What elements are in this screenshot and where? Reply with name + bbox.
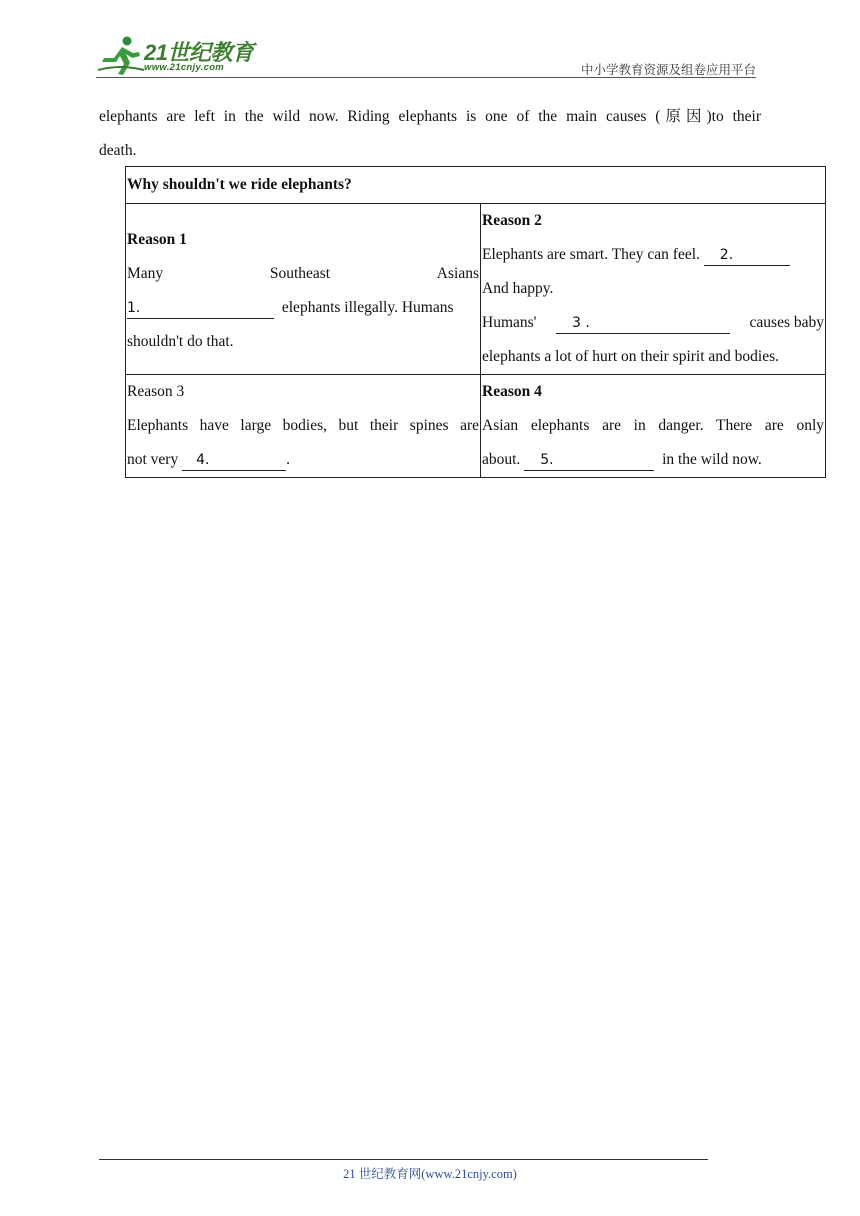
reason4-title: Reason 4 [482, 383, 542, 400]
reason1-text: elephants illegally. Humans [281, 299, 454, 316]
footer-divider [99, 1159, 708, 1160]
blank-5[interactable] [524, 450, 654, 471]
table-row [126, 375, 826, 478]
reason1-word: Many [127, 265, 164, 282]
reason2-text: causes baby [749, 314, 824, 331]
reason4-line1: Asian elephants are in danger. There are only [482, 417, 824, 434]
question-cell: Why shouldn't we ride elephants? [126, 167, 826, 204]
reason1-word: Southeast [269, 265, 331, 282]
reason2-text: Humans' [482, 314, 537, 331]
paragraph-line-2: death. [99, 142, 137, 159]
reason3-line2 [127, 443, 479, 477]
reason4-text: in the wild now. [662, 451, 762, 468]
reason2-text: Elephants are smart. They can feel. [482, 246, 700, 263]
reason1-title: Reason 1 [127, 231, 187, 248]
header-divider [96, 77, 756, 78]
blank-1-number: 1. [127, 300, 141, 316]
blank-2-number: 2. [719, 247, 734, 263]
blank-3-number: 3 . [572, 315, 590, 331]
table-row [126, 167, 826, 204]
reason2-line4: elephants a lot of hurt on their spirit and bodies. [482, 348, 780, 365]
blank-4[interactable] [182, 450, 286, 471]
reason2-cell [481, 204, 826, 375]
page-header [96, 30, 756, 78]
reason2-line3 [482, 306, 824, 340]
reason4-line2 [482, 443, 824, 477]
reason4-cell [481, 375, 826, 478]
blank-4-number: 4. [196, 452, 210, 468]
reason2-line2: And happy. [482, 280, 554, 297]
reason3-text: not very [127, 451, 179, 468]
reason4-text: about. [482, 451, 521, 468]
reason3-title: Reason 3 [127, 383, 185, 400]
reason1-word: Asians [436, 265, 479, 282]
logo-text: 21世纪教育 [144, 40, 254, 65]
logo-url: www.21cnjy.com [144, 62, 225, 73]
reason2-line1 [482, 238, 824, 272]
blank-3[interactable] [556, 313, 730, 334]
header-platform-name: 中小学教育资源及组卷应用平台 [580, 62, 756, 77]
reason3-line1: Elephants have large bodies, but their spines are [127, 417, 479, 434]
reason1-cell [126, 204, 481, 375]
reason3-text: . [286, 451, 290, 468]
runner-logo-icon [96, 34, 146, 76]
intro-paragraph [99, 100, 761, 168]
paragraph-line-1: elephants are left in the wild now. Riding elephants is one of the main causes (原因)to their [99, 108, 761, 125]
blank-1[interactable] [127, 298, 274, 319]
reason2-title: Reason 2 [482, 212, 542, 229]
reason1-line2 [127, 291, 479, 325]
reason1-line3: shouldn't do that. [127, 333, 234, 350]
blank-2[interactable] [704, 245, 790, 266]
reason3-cell [126, 375, 481, 478]
reason1-line1 [127, 257, 479, 291]
footer-text: 21 世纪教育网(www.21cnjy.com) [343, 1167, 517, 1181]
blank-5-number: 5. [540, 452, 554, 468]
site-logo [96, 34, 266, 76]
reasons-table [125, 166, 826, 478]
table-row [126, 204, 826, 375]
